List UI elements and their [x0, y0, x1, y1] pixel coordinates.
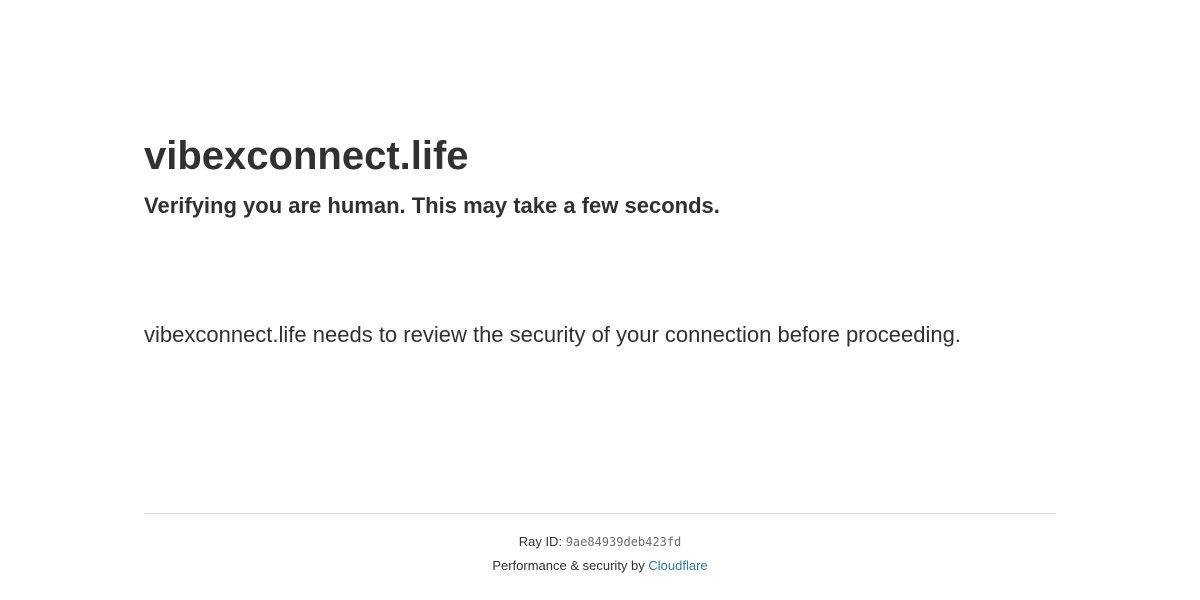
page-footer [144, 513, 1056, 574]
page-title: vibexconnect.life [144, 134, 469, 178]
cloudflare-link[interactable]: Cloudflare [648, 558, 708, 573]
ray-id-label: Ray ID: [518, 534, 563, 549]
ray-id-value: 9ae84939deb423fd [565, 535, 682, 549]
security-review-message: vibexconnect.life needs to review the security of your connection before proceeding. [144, 322, 961, 347]
cloudflare-attribution [144, 558, 1056, 574]
verifying-status-heading: Verifying you are human. This may take a few seconds. [144, 193, 720, 218]
attribution-text: Performance & security by [492, 558, 645, 573]
ray-id-line [144, 534, 1056, 550]
main-wrapper [144, 0, 1056, 574]
